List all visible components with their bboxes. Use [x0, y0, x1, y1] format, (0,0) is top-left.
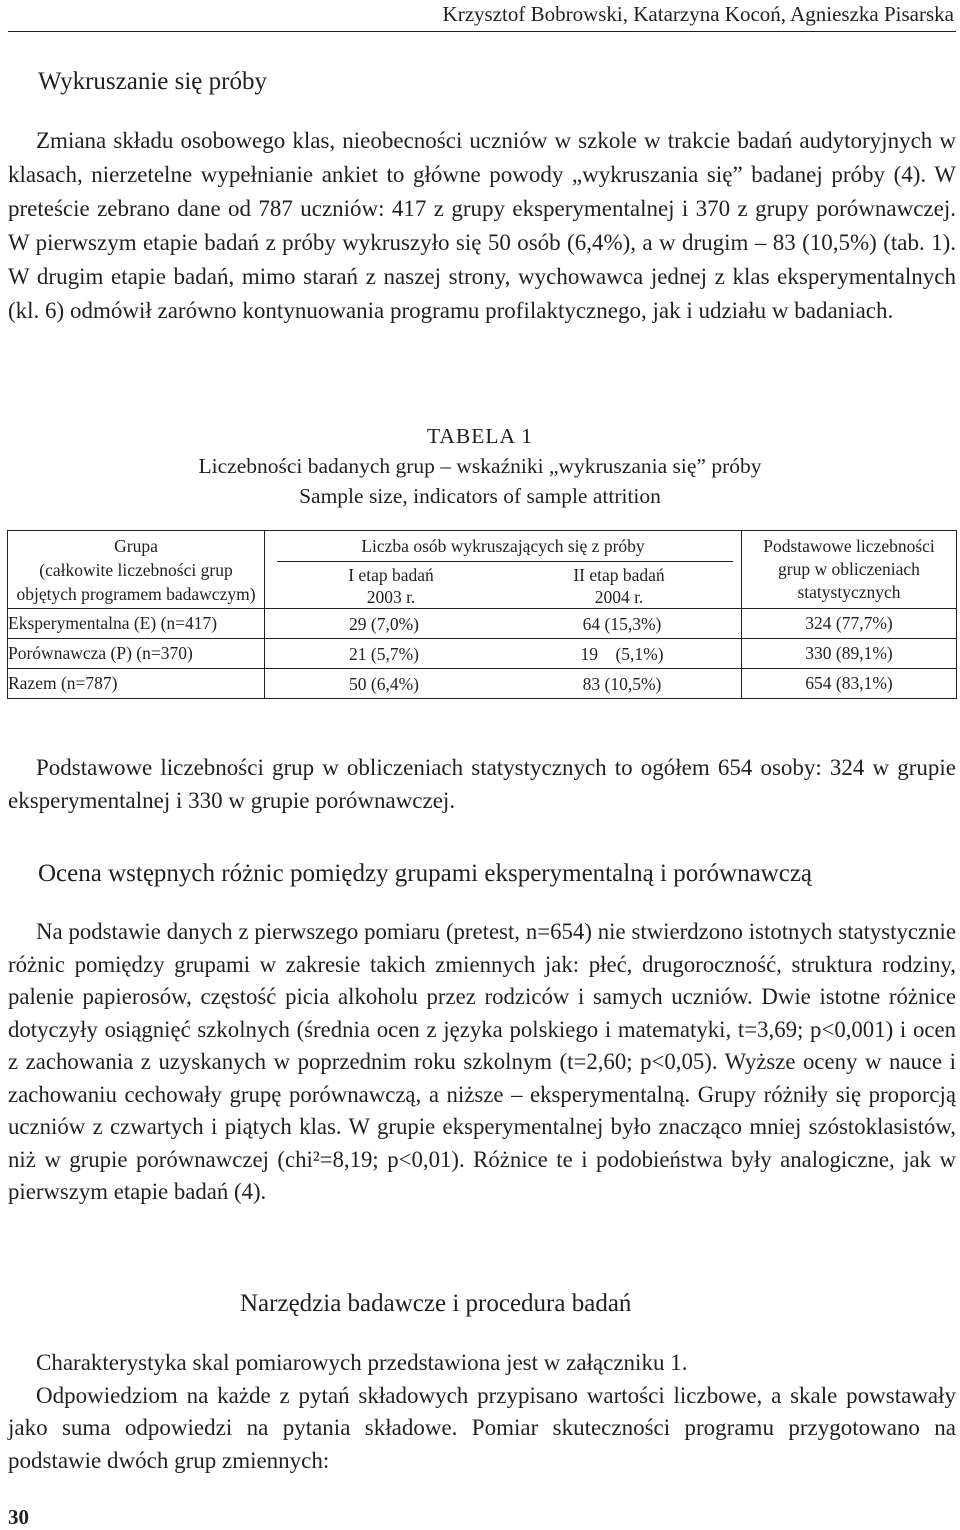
paragraph-sample-size-text: Podstawowe liczebności grup w obliczeniach statystycznych to ogółem 654 osoby: 324 w grupie eksperymentalnej i 330 w grupie porównawczej. [8, 755, 956, 813]
cell-etap1: 50 (6,4%) [349, 673, 419, 694]
col-group-line1: Grupa [114, 535, 158, 556]
col-header-group [8, 531, 265, 609]
cell-podstawowe: 324 (77,7%) [742, 609, 957, 639]
table-title-pl: Liczebności badanych grup – wskaźniki „wykruszania się” próby [198, 454, 762, 478]
col-group-line3: objętych programem badawczym) [16, 583, 256, 604]
col-group-line2: (całkowite liczebności grup [39, 559, 233, 580]
row-label: Razem (n=787) [8, 669, 265, 699]
paragraph-differences-text: Na podstawie danych z pierwszego pomiaru (pretest, n=654) nie stwierdzono istotnych statystycznie różnic pomiędzy grupami w zakresie takich zmiennych jak: płeć, drugoroczność, struktura rodziny, palenie papierosów, częstość picia alkoholu przez rodziców i samych uczniów. Dwie istotne różnice dotyczyły osiągnięć szkolnych (średnia ocen z języka polskiego i matematyki, t=3,69; p<0,001) i ocen z zachowania z uzyskanych w poprzednim roku szkolnym (t=2,60; p<0,05). Wyższe oceny w nauce i zachowaniu cechowały grupę porównawczą, a niższe – eksperymentalną. Grupy różniły się proporcją uczniów z czwartych i piątych klas. W grupie eksperymentalnej było znacząco mniej szóstoklasistów, niż w grupie porównawczej (chi²=8,19; p<0,01). Różnice te i podobieństwa były analogiczne, jak w pierwszym etapie badań (4). [8, 919, 956, 1204]
cell-podstawowe: 330 (89,1%) [742, 639, 957, 669]
section-heading-differences: Ocena wstępnych różnic pomiędzy grupami eksperymentalną i porównawczą [38, 860, 813, 887]
row-values [265, 669, 742, 699]
paragraph-sample-size [8, 752, 956, 817]
col-etap2-line1: II etap badań [573, 565, 665, 585]
attrition-table [7, 530, 957, 699]
table-header-row [8, 531, 957, 609]
paragraph-attrition-text: Zmiana składu osobowego klas, nieobecności uczniów w szkole w trakcie badań audytoryjnych w klasach, nierzetelne wypełnianie ankiet to główne powody „wykruszania się” badanej próby (4). W preteście zebrano dane od 787 uczniów: 417 z grupy eksperymentalnej i 370 z grupy porównawczej. W pierwszym etapie badań z próby wykruszyło się 50 osób (6,4%), a w drugim – 83 (10,5%) (tab. 1). W drugim etapie badań, mimo starań z naszej strony, wychowawca jednej z klas eksperymentalnych (kl. 6) odmówił zarówno kontynuowania programu profilaktycznego, jak i udziału w badaniach. [8, 128, 956, 323]
cell-etap2: 83 (10,5%) [582, 673, 662, 694]
paragraph-tools-text: Odpowiedziom na każde z pytań składowych przypisano wartości liczbowe, a skale powstawały jako suma odpowiedzi na pytania składowe. Pomiar skuteczności programu przygotowano na podstawie dwóch grup zmiennych: [8, 1382, 956, 1473]
row-values [265, 639, 742, 669]
cell-etap2: 19 (5,1%) [580, 643, 664, 664]
col-etap1-line2: 2003 r. [366, 587, 416, 607]
col-header-podstawowe [742, 531, 957, 609]
col-podst-line3: statystycznych [797, 582, 901, 602]
paragraph-differences [8, 916, 956, 1209]
table-row [8, 669, 957, 699]
section-heading-tools: Narzędzia badawcze i procedura badań [240, 1290, 632, 1317]
cell-etap1: 21 (5,7%) [349, 643, 419, 664]
header-rule [8, 31, 956, 32]
col-header-etap2 [505, 562, 733, 608]
table-row [8, 609, 957, 639]
table-label: TABELA 1 [426, 424, 533, 448]
paragraph-tools-line1: Charakterystyka skal pomiarowych przedstawiona jest w załączniku 1. [36, 1350, 688, 1375]
row-values [265, 609, 742, 639]
page-number: 30 [8, 1505, 29, 1529]
row-label: Eksperymentalna (E) (n=417) [8, 609, 265, 639]
col-liczba-subheaders [277, 561, 733, 608]
paragraph-attrition [8, 124, 956, 328]
cell-podstawowe: 654 (83,1%) [742, 669, 957, 699]
running-header: Krzysztof Bobrowski, Katarzyna Kocoń, Agnieszka Pisarska [442, 2, 954, 26]
col-liczba-title: Liczba osób wykruszających się z próby [361, 536, 645, 556]
cell-etap2: 64 (15,3%) [582, 613, 662, 634]
table-row [8, 639, 957, 669]
col-etap2-line2: 2004 r. [594, 587, 644, 607]
paragraph-tools [8, 1347, 956, 1477]
row-label: Porównawcza (P) (n=370) [8, 639, 265, 669]
cell-etap1: 29 (7,0%) [349, 613, 419, 634]
col-etap1-line1: I etap badań [348, 565, 434, 585]
col-podst-line2: grup w obliczeniach [778, 559, 920, 579]
col-header-etap1 [277, 562, 505, 608]
col-header-liczba [265, 531, 742, 609]
table-title-en: Sample size, indicators of sample attrition [299, 484, 661, 508]
col-podst-line1: Podstawowe liczebności [763, 536, 935, 556]
section-heading-attrition: Wykruszanie się próby [38, 68, 267, 95]
